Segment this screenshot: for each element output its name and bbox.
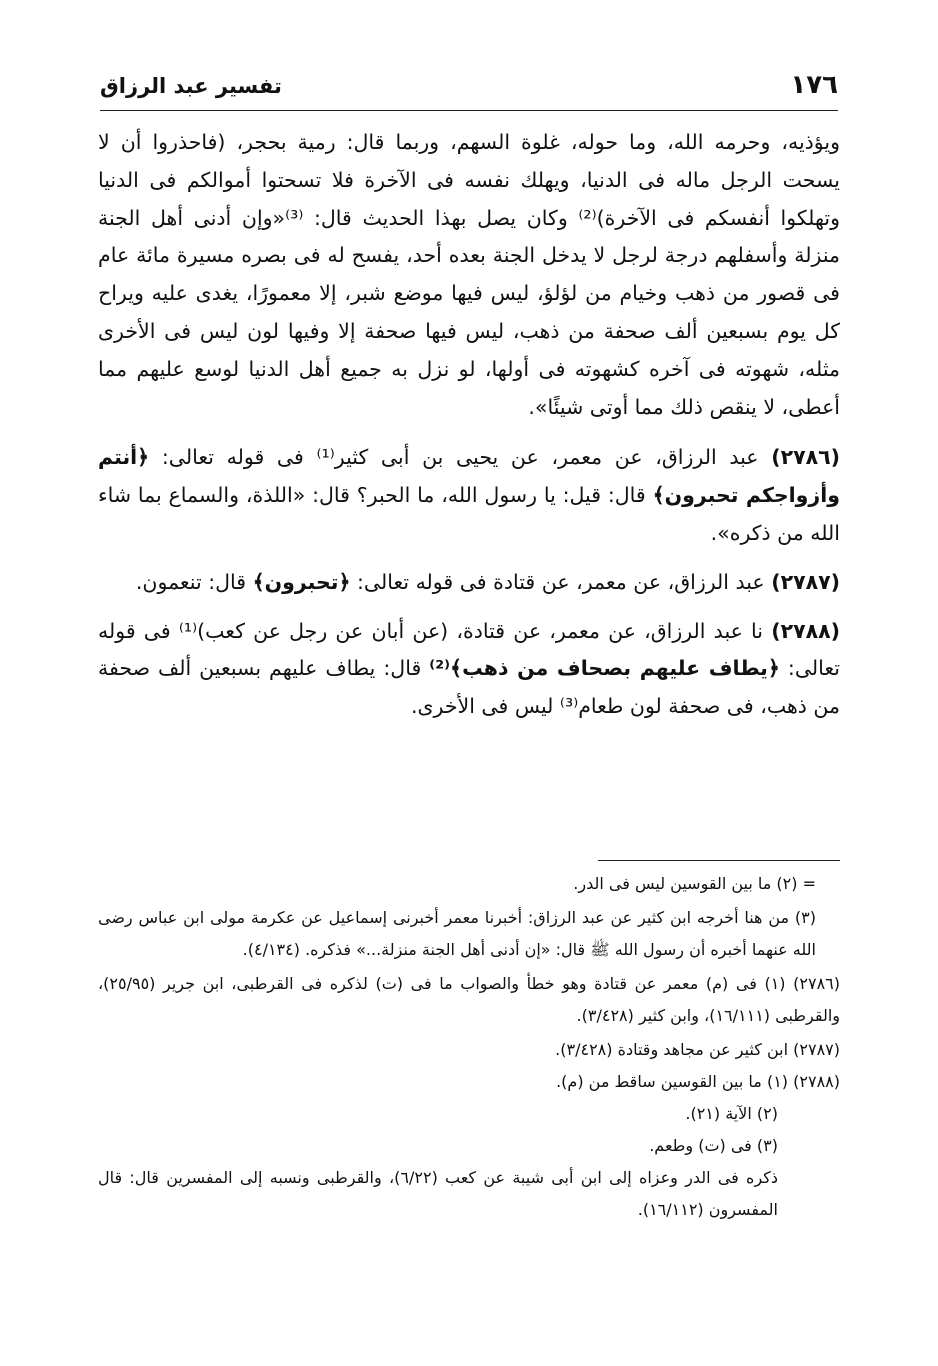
footnote: (٣) من هنا أخرجه ابن كثير عن عبد الرزاق: أخبرنا معمر أخبرنى إسماعيل عن عكرمة مولى ابن عباس رضى الله عنهما أخبره أن رسول الله ﷺ قال: «إن أدنى أهل الجنة منزلة...» فذكره. (٤/١٣٤).	[98, 908, 816, 959]
quran-verse: ﴿تحبرون﴾	[252, 569, 351, 594]
footnote: (٢٧٨٦) (١) فى (م) معمر عن قتادة وهو خطأ والصواب ما فى (ت) لذكره فى القرطبى، ابن جرير (٢٥/٩٥)، والقرطبى (١٦/١١١)، وابن كثير (٣/٤٢٨).	[98, 974, 840, 1025]
hadith-text: عبد الرزاق، عن معمر، عن يحيى بن أبى كثير⁽¹⁾ فى قوله تعالى:	[149, 445, 772, 470]
footnote: (٢٧٨٧) ابن كثير عن مجاهد وقتادة (٣/٤٢٨).	[555, 1040, 840, 1059]
hadith-2788	[98, 613, 840, 726]
footnote: (٣) فى (ت) وطعم.	[649, 1136, 778, 1155]
footnote: ذكره فى الدر وعزاه إلى ابن أبى شيبة عن كعب (٦/٢٢)، والقرطبى ونسبه إلى المفسرين قال: قال المفسرون (١٦/١١٢).	[98, 1168, 779, 1219]
footnote: = (٢) ما بين القوسين ليس فى الدر.	[573, 874, 816, 893]
footnote: (٢٧٨٨) (١) ما بين القوسين ساقط من (م).	[556, 1072, 840, 1091]
paragraph-continuation: ويؤذيه، وحرمه الله، وما حوله، غلوة السهم، وربما قال: رمية بحجر، (فاحذروا أن لا يسحت الرجل ماله فى الدنيا، ويهلك نفسه فى الآخرة فلا تسحتوا أموالكم فى الدنيا وتهلكوا أنفسكم فى الآخرة)⁽²⁾ وكان يصل بهذا الحديث قال: ⁽³⁾«وإن أدنى أهل الجنة منزلة وأسفلهم درجة لرجل لا يدخل الجنة بعده أحد، يفسح له فى بصره مسيرة مائة عام فى قصور من ذهب وخيام من لؤلؤ، ليس فيها موضع شبر، إلا معمورًا، يغدى عليه ويراح كل يوم بسبعين ألف صحفة من ذهب، ليس فيها صحفة إلا وفيها لون ليس فى الأخرى مثله، شهوته فى آخره كشهوته فى أولها، لو نزل به جميع أهل الدنيا لوسع عليهم مما أعطى، لا ينقص ذلك مما أوتى شيئًا».	[98, 130, 840, 419]
quran-verse: ﴿أنتم وأزواجكم تحبرون﴾	[98, 445, 840, 508]
page-number: ١٧٦	[790, 70, 838, 100]
hadith-number: (٢٧٨٦)	[771, 445, 840, 470]
footnote-separator	[598, 860, 840, 861]
hadith-text: قال: تنعمون.	[135, 569, 253, 594]
main-text	[98, 124, 840, 737]
footnote: (٢) الآية (٢١).	[685, 1104, 778, 1123]
hadith-text: عبد الرزاق، عن معمر، عن قتادة فى قوله تعالى:	[350, 569, 772, 594]
quran-verse: ﴿يطاف عليهم بصحاف من ذهب﴾⁽²⁾	[429, 656, 780, 681]
footnotes	[98, 868, 840, 1226]
hadith-2786	[98, 439, 840, 552]
hadith-text: قال: قيل: يا رسول الله، ما الحبر؟ قال: «اللذة، والسماع بما شاء الله من ذكره».	[98, 483, 840, 545]
hadith-text: قال: يطاف عليهم بسبعين ألف صحفة من ذهب، فى صحفة لون طعام⁽³⁾ ليس فى الأخرى.	[98, 656, 840, 719]
page-header	[100, 66, 838, 111]
hadith-2787	[98, 564, 840, 602]
hadith-number: (٢٧٨٧)	[771, 569, 840, 594]
running-title: تفسير عبد الرزاق	[100, 74, 282, 98]
hadith-number: (٢٧٨٨)	[771, 618, 840, 643]
hadith-text: نا عبد الرزاق، عن معمر، عن قتادة، (عن أبان عن رجل عن كعب)⁽¹⁾ فى قوله تعالى:	[98, 618, 840, 681]
